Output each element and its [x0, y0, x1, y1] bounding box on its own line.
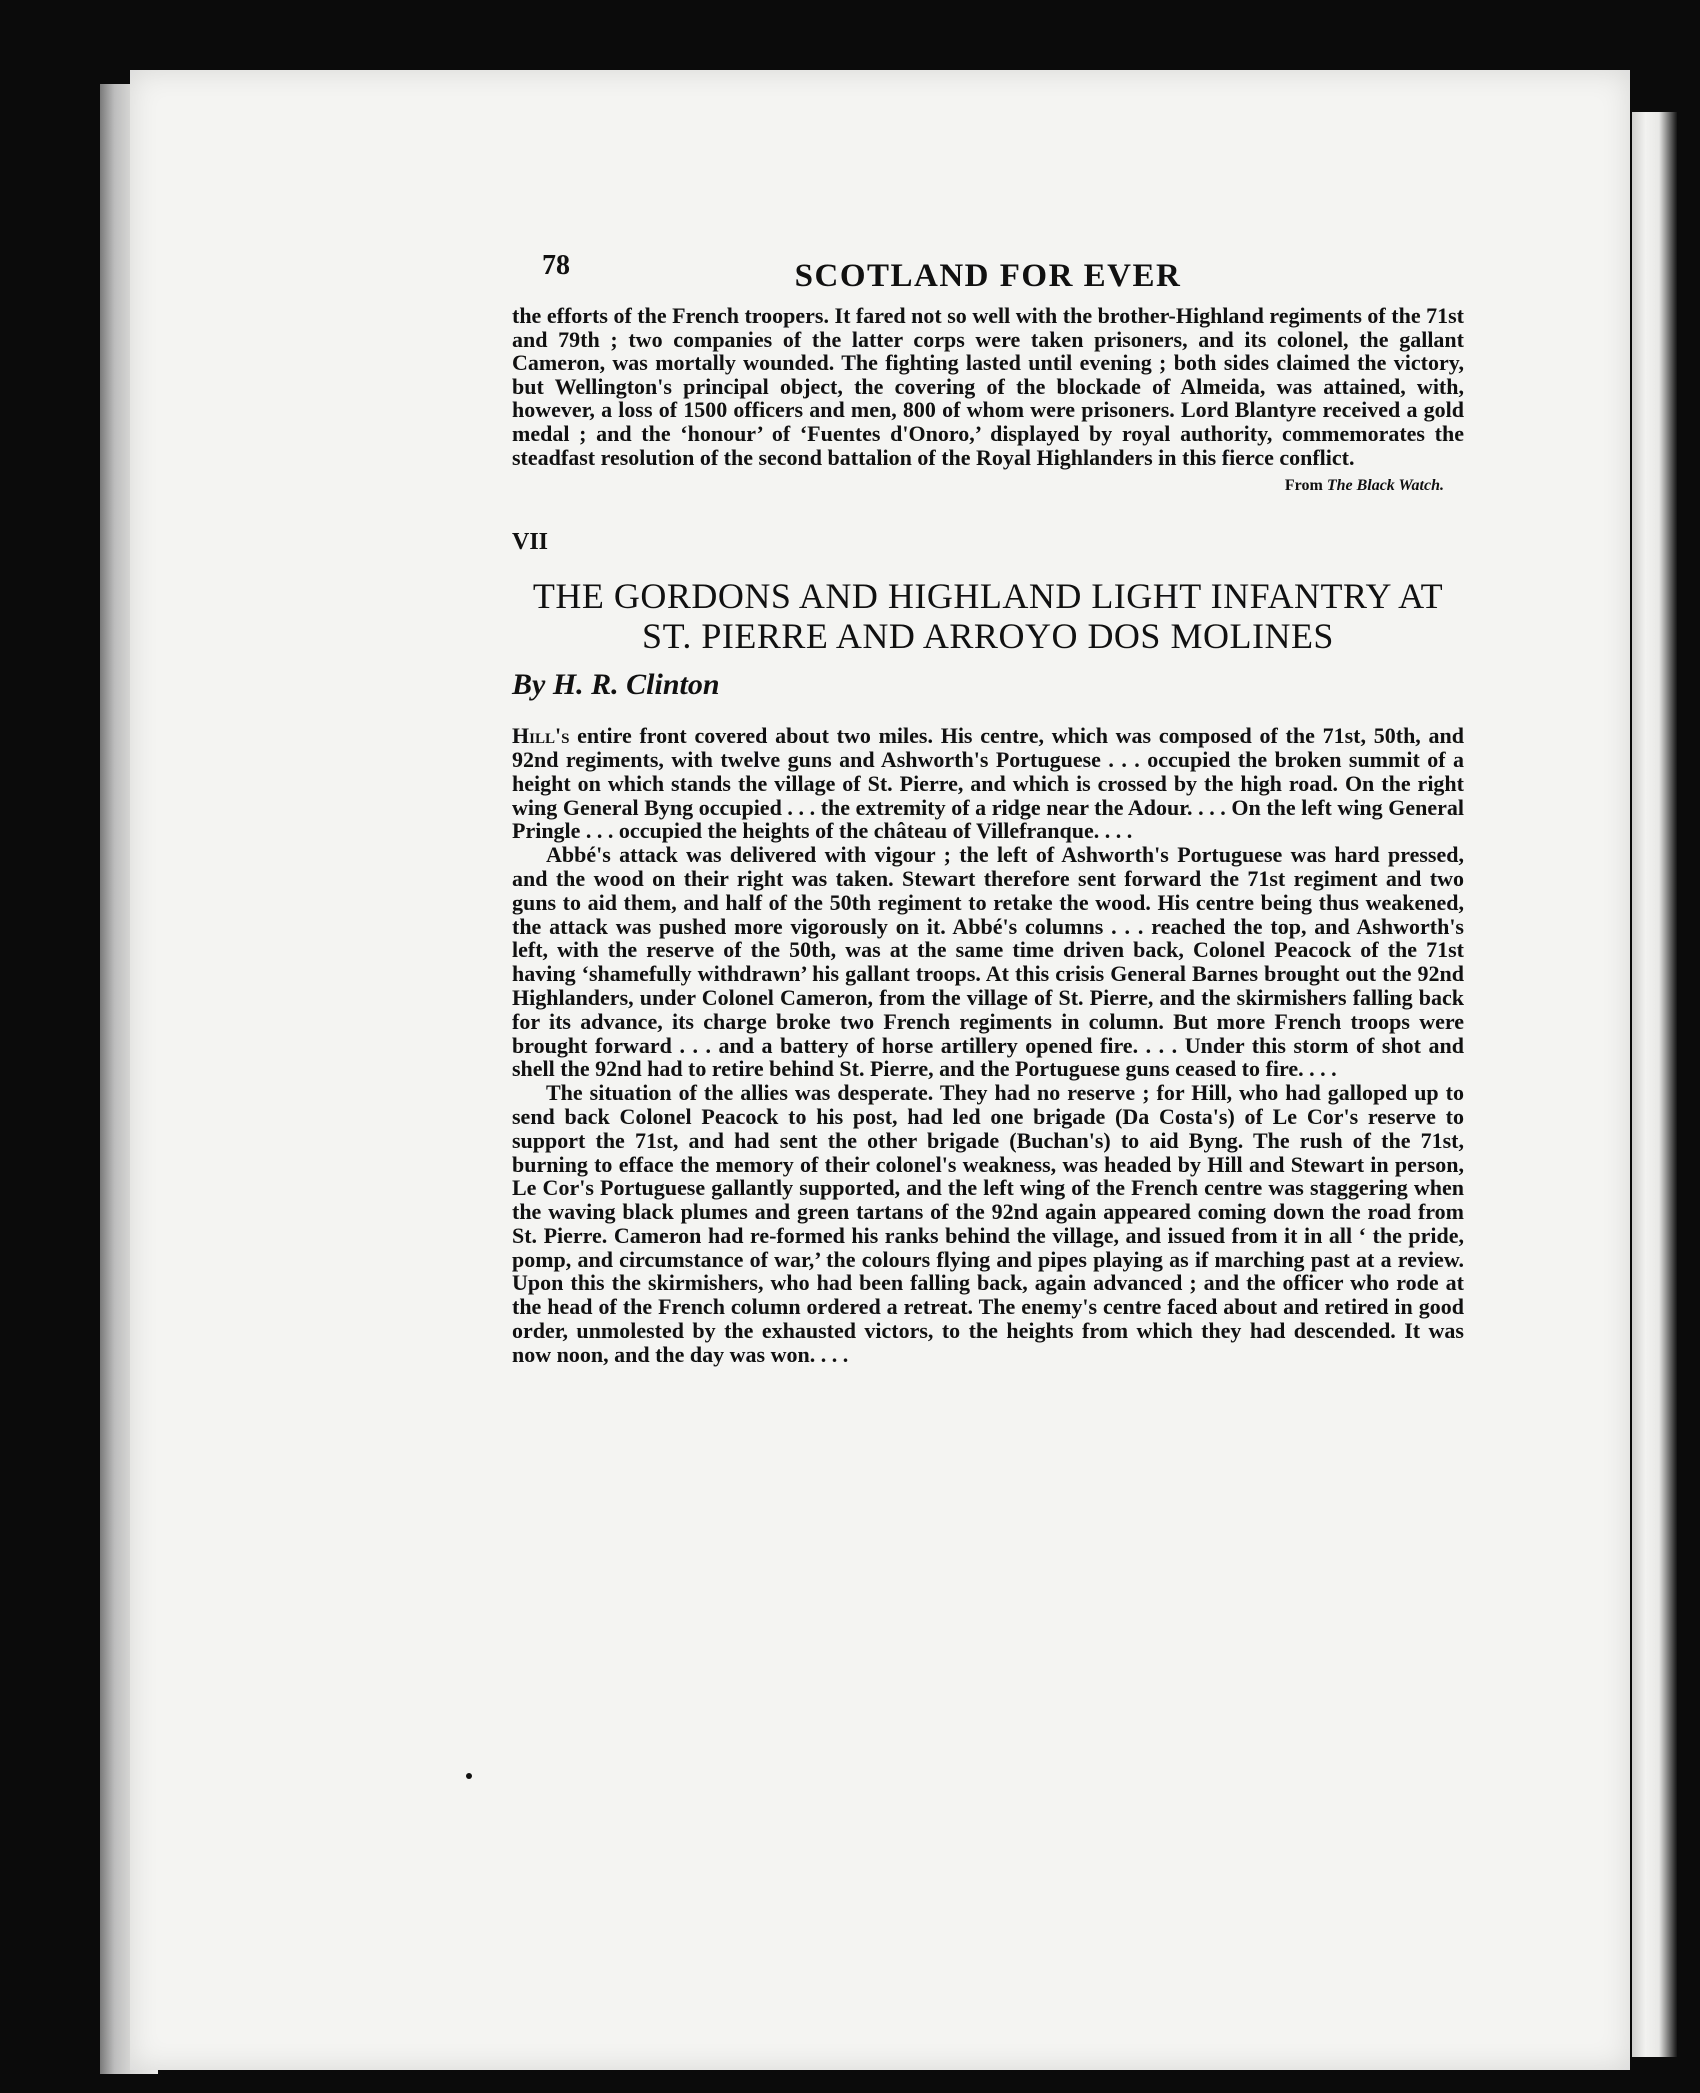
previous-section-paragraph: the efforts of the French troopers. It fared not so well with the brother-Highland regiments of the 71st and 79th ; two companies of the latter corps were taken prisoners, and its colonel, the gallant Cameron, was mortally wounded. The fighting lasted until evening ; both sides claimed the victory, but Wellington's principal object, the covering of the blockade of Almeida, was attained, with, however, a loss of 1500 officers and men, 800 of whom were prisoners. Lord Blantyre received a gold medal ; and the ‘honour’ of ‘Fuentes d'Onoro,’ displayed by royal authority, commemorates the steadfast resolution of the second battalion of the Royal Highlanders in this fierce conflict.	[512, 303, 1464, 470]
page-number: 78	[542, 250, 570, 281]
section-title-line-1: THE GORDONS AND HIGHLAND LIGHT INFANTRY AT	[532, 576, 1444, 617]
running-head: SCOTLAND FOR EVER	[794, 258, 1182, 294]
body-paragraph-1-text: entire front covered about two miles. His centre, which was composed of the 71st, 50th, and 92nd regiments, with twelve guns and Ashworth's Portuguese . . . occupied the broken summit of a height on which stands the village of St. Pierre, and which is crossed by the high road. On the right wing General Byng occupied . . . the extremity of a ridge near the Adour. . . . On the left wing General Pringle . . . occupied the heights of the château of Villefranque. . . .	[512, 723, 1465, 844]
attribution-prefix: From	[1284, 477, 1323, 495]
attribution-source: The Black Watch.	[1326, 477, 1444, 495]
first-word-small-caps: Hill's	[512, 723, 570, 749]
body-paragraph-3: The situation of the allies was desperate. They had no reserve ; for Hill, who had galloped up to send back Colonel Peacock to his post, had led one brigade (Da Costa's) of Le Cor's reserve to support the 71st, and had sent the other brigade (Buchan's) to aid Byng. The rush of the 71st, burning to efface the memory of their colonel's weakness, was headed by Hill and Stewart in person, Le Cor's Portuguese gallantly supported, and the left wing of the French centre was staggering when the waving black plumes and green tartans of the 92nd again appeared coming down the road from St. Pierre. Cameron had re-formed his ranks behind the village, and issued from it in all ‘ the pride, pomp, and circumstance of war,’ the colours flying and pipes playing as if marching past at a review. Upon this the skirmishers, who had been falling back, again advanced ; and the officer who rode at the head of the French column ordered a retreat. The enemy's centre faced about and retired in good order, unmolested by the exhausted victors, to the heights from which they had descended. It was now noon, and the day was won. . . .	[512, 1080, 1464, 1367]
section-title	[512, 576, 1464, 656]
ink-speck	[466, 1773, 472, 1779]
page-edge-shadow	[1632, 112, 1677, 2057]
page-content	[512, 240, 1464, 1367]
page-header	[512, 240, 1464, 304]
body-paragraph-2: Abbé's attack was delivered with vigour ; the left of Ashworth's Portuguese was hard pressed, and the wood on their right was taken. Stewart therefore sent forward the 71st regiment and two guns to aid them, and half of the 50th regiment to retake the wood. His centre being thus weakened, the attack was pushed more vigorously on it. Abbé's columns . . . reached the top, and Ashworth's left, with the reserve of the 50th, was at the same time driven back, Colonel Peacock of the 71st having ‘shamefully withdrawn’ his gallant troops. At this crisis General Barnes brought out the 92nd Highlanders, under Colonel Cameron, from the village of St. Pierre, and the skirmishers falling back for its advance, its charge broke two French regiments in column. But more French troops were brought forward . . . and a battery of horse artillery opened fire. . . . Under this storm of shot and shell the 92nd had to retire behind St. Pierre, and the Portuguese guns ceased to fire. . . .	[512, 842, 1464, 1082]
body-paragraph-1	[512, 724, 1464, 843]
author-byline: By H. R. Clinton	[512, 668, 720, 702]
source-attribution	[512, 477, 1464, 495]
section-number: VII	[512, 529, 549, 556]
section-title-line-2: ST. PIERRE AND ARROYO DOS MOLINES	[642, 616, 1334, 657]
